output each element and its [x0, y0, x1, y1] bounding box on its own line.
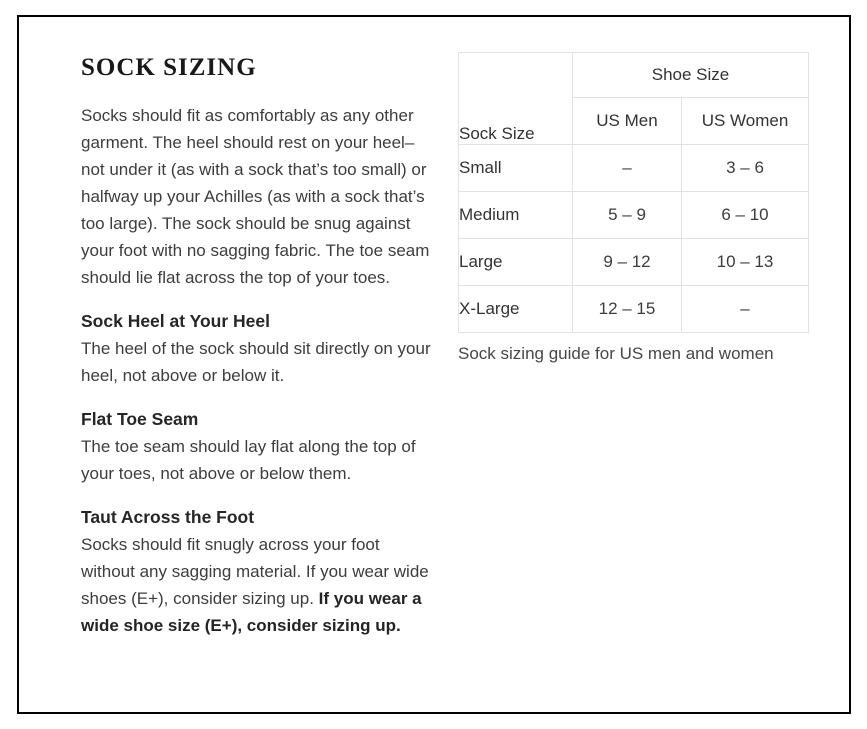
table-row-large: [459, 239, 809, 286]
cell-large-women: 10 – 13: [682, 239, 809, 286]
sock-sizing-table: [458, 52, 809, 333]
cell-medium-men: 5 – 9: [573, 192, 682, 239]
section-body-sock-heel: The heel of the sock should sit directly on your heel, not above or below it.: [81, 339, 431, 385]
header-cell-sock-size: Sock Size: [459, 53, 573, 145]
table-row-x-large: [459, 286, 809, 333]
table-caption: Sock sizing guide for US men and women: [458, 344, 774, 363]
table-header-row-group: [459, 53, 809, 98]
intro-paragraph: Socks should fit as comfortably as any other garment. The heel should rest on your heel–not under it (as with a sock that’s too small) or halfway up your Achilles (as with a sock that’s too large). The sock should be snug against your foot with no sagging fabric. The toe seam should lie flat across the top of your toes.: [81, 106, 430, 287]
row-label-large: Large: [459, 239, 573, 286]
header-cell-us-men: US Men: [573, 98, 682, 145]
section-heading-flat-toe-seam: Flat Toe Seam: [81, 409, 199, 429]
cell-medium-women: 6 – 10: [682, 192, 809, 239]
section-heading-sock-heel: Sock Heel at Your Heel: [81, 311, 271, 331]
header-cell-us-women: US Women: [682, 98, 809, 145]
cell-small-women: 3 – 6: [682, 145, 809, 192]
cell-large-men: 9 – 12: [573, 239, 682, 286]
section-body-flat-toe-seam: The toe seam should lay flat along the top of your toes, not above or below them.: [81, 437, 416, 483]
cell-small-men: –: [573, 145, 682, 192]
section-heading-taut-across-foot: Taut Across the Foot: [81, 507, 255, 527]
section-body-taut-across-foot: [81, 531, 437, 639]
page-title: SOCK SIZING: [81, 54, 257, 81]
table-row-medium: [459, 192, 809, 239]
page-frame: [17, 15, 851, 714]
cell-x-large-women: –: [682, 286, 809, 333]
row-label-small: Small: [459, 145, 573, 192]
sizing-table-column: [458, 52, 810, 365]
section-body-normal-text: Socks should fit snugly across your foot without any sagging material. If you wear wide shoes (E+), consider sizing up.: [81, 535, 429, 608]
row-label-x-large: X-Large: [459, 286, 573, 333]
row-label-medium: Medium: [459, 192, 573, 239]
table-row-small: [459, 145, 809, 192]
header-cell-shoe-size: Shoe Size: [573, 53, 809, 98]
cell-x-large-men: 12 – 15: [573, 286, 682, 333]
section-body-bold-text: If you wear a wide shoe size (E+), consider sizing up.: [81, 589, 422, 635]
article-column: [81, 55, 437, 639]
